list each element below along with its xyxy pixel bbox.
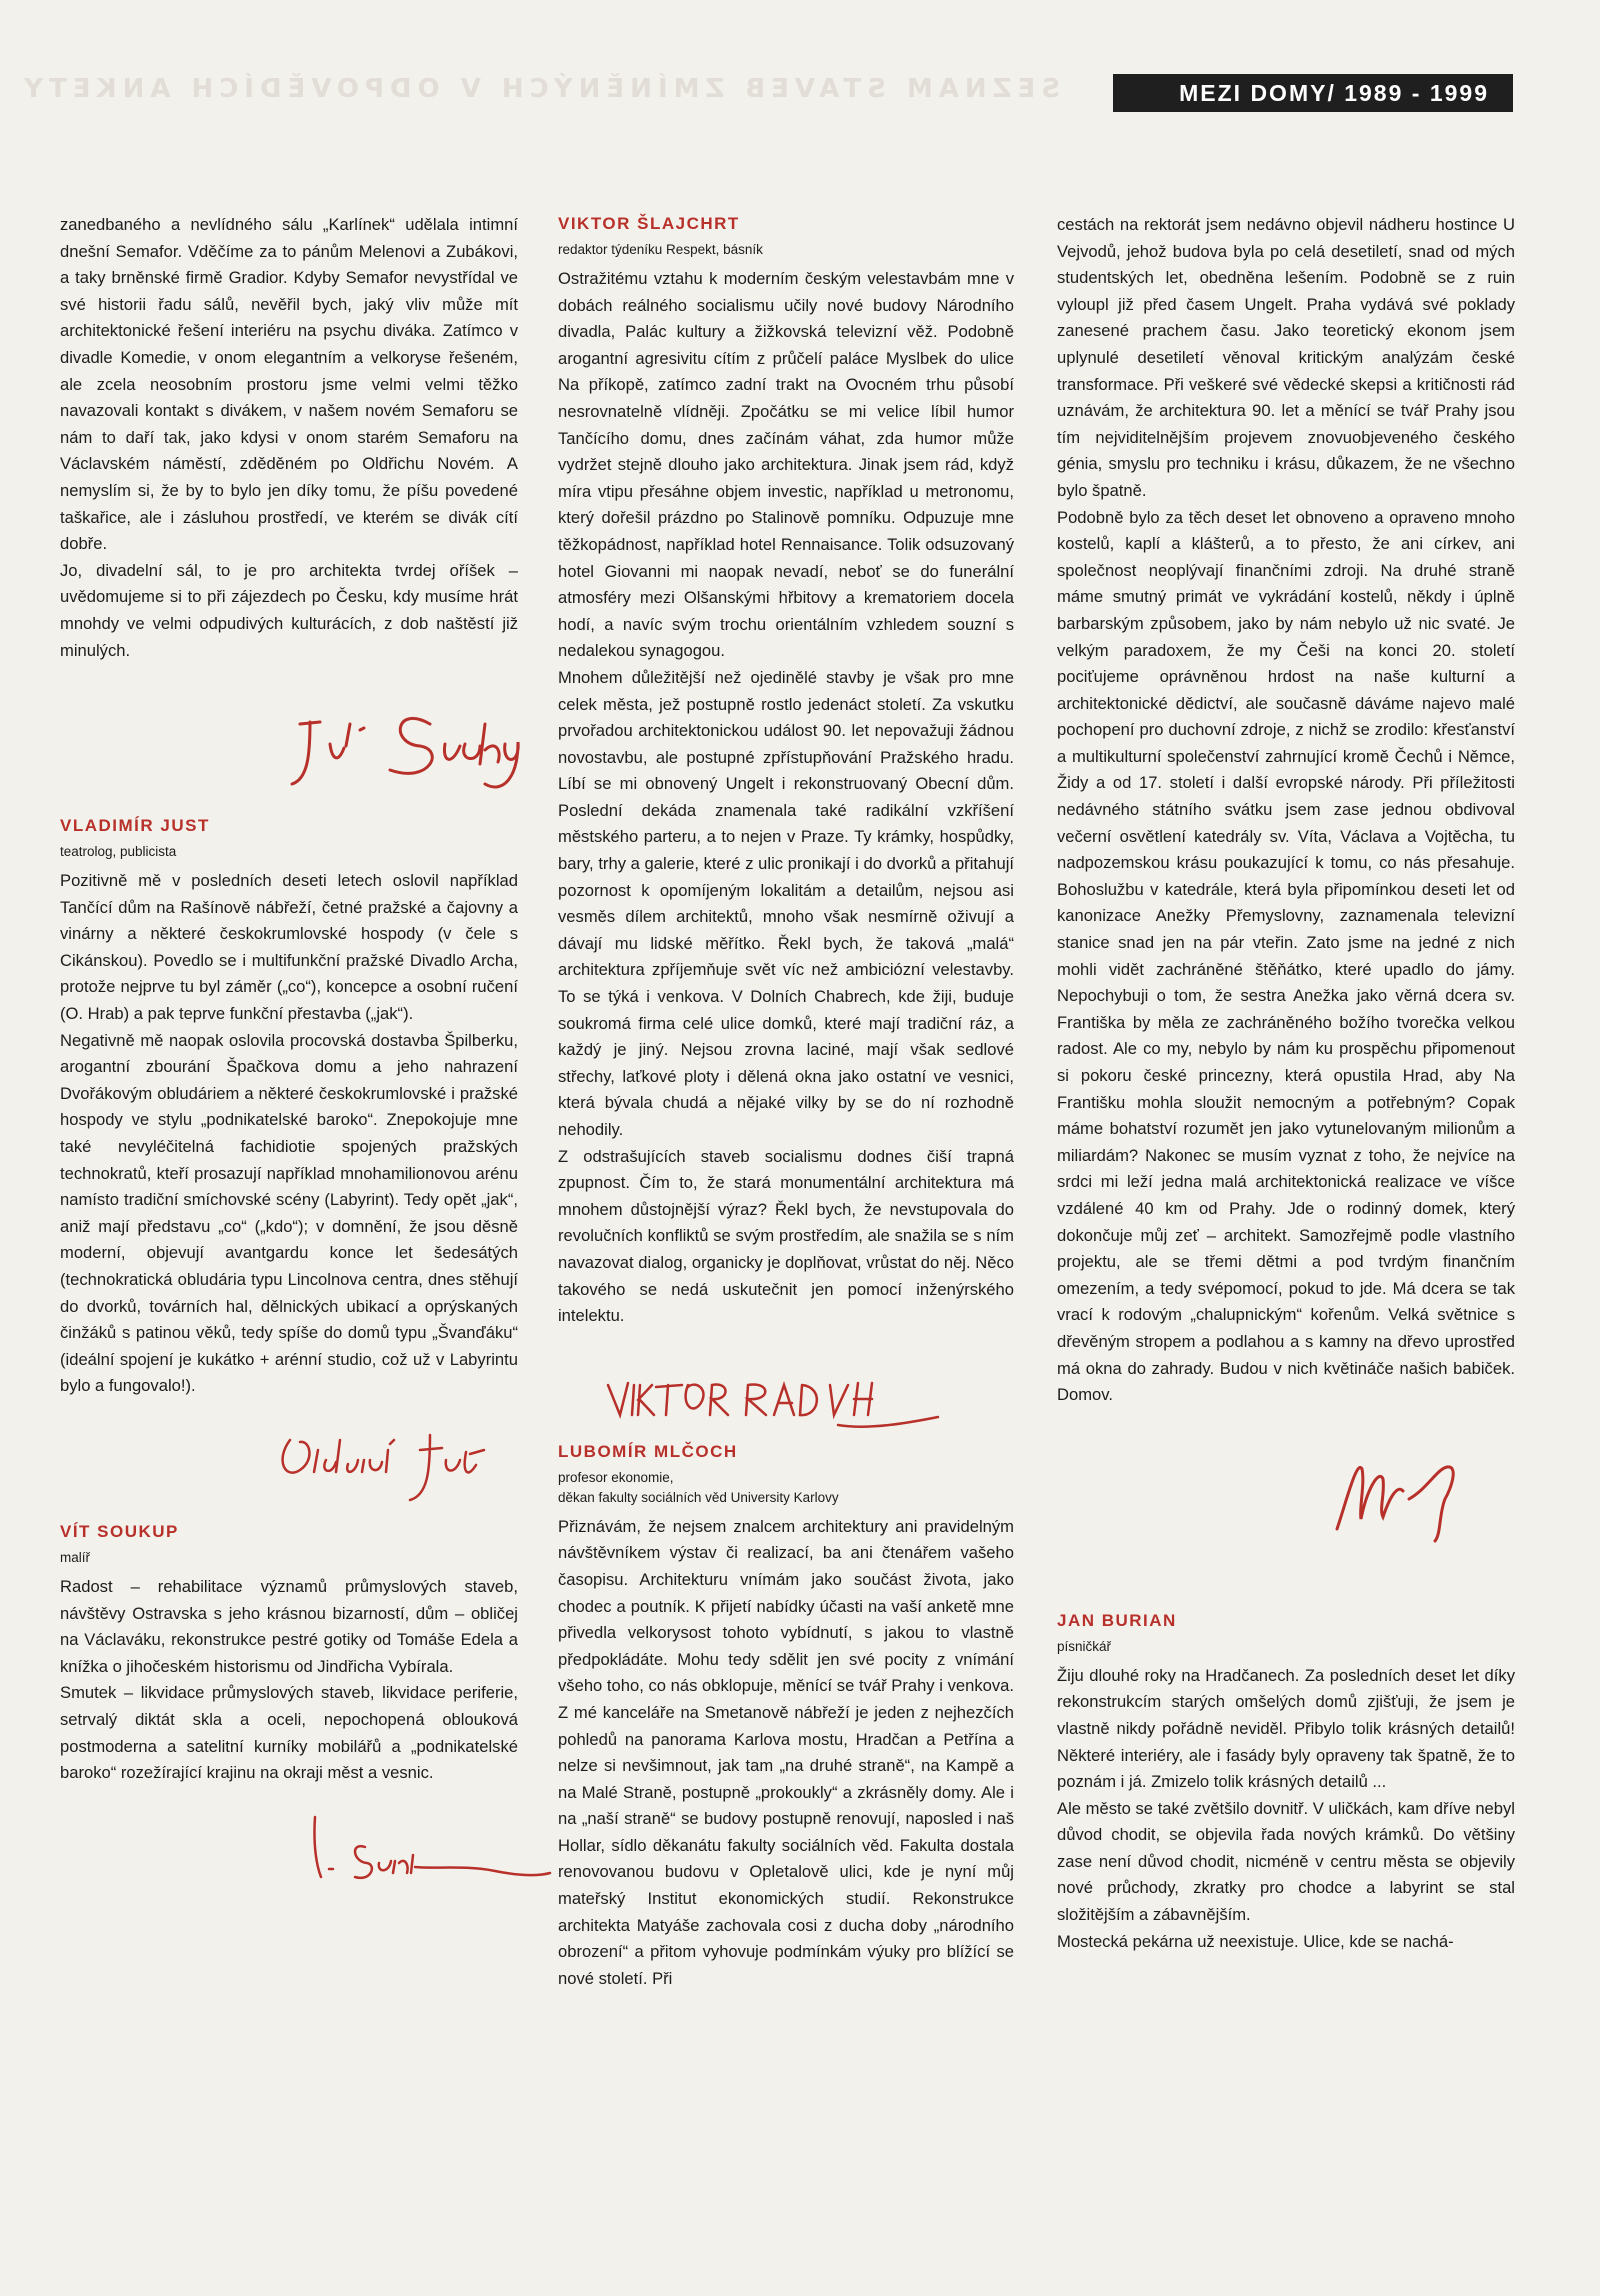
signature-vit-soukup xyxy=(60,1787,518,1897)
signature-viktor-slajchrt xyxy=(558,1330,1014,1440)
answer-paragraph-continued: Podobně bylo za těch deset let obnoveno a opraveno mnoho kostelů, kaplí a klášterů, a to přesto, že ani církev, ani společnost neoplývají finančními zdroji. Na druhé straně máme smutný primát ve vykrádání kostelů, někdy i úplně barbarským způsobem, jako by nám nebylo už nic svaté. Je velkým paradoxem, že my Češi na konci 20. století pociťujeme oprávněnou hrdost na naše kulturní a architektonické dědictví, ale současně dáváme najevo malé pochopení pro duchovní zdroje, z nichž se zrodilo: křesťanství a multikulturní společenství zahrnující kromě Čechů i Němce, Židy a od 17. století i další evropské národy. Při příležitosti nedávného státního svátku jsem zase jednou obdivoval večerní osvětlení katedrály sv. Víta, Václava a Vojtěcha, tu nadpozemskou krásu poukazující k tomu, co nás přesahuje. Bohoslužbu v katedrále, která byla připomínkou deseti let od kanonizace Anežky Přemyslovny, zaznamenala televizní stanice snad jen na pár vteřin. Zato jsme na jedné z nich mohli vidět zachráněné štěňátko, které upadlo do jámy. Nepochybuji o tom, že sestra Anežka jako věrná dcera sv. Františka by měla ze zachráněného božího tvorečka velkou radost. Ale co my, nebylo by nám ku prospěchu připomenout si pokoru české princezny, která opustila Hrad, aby Na Františku mohla sloužit nemocným a potřebným? Copak máme bohatství rozumět jen jako vytunelovaným milionům a miliardám? Nakonec se musím vyznat z toho, že nejvíce na srdci mi leží jedna malá architektonická realizace ve víšce vzdálené 40 km od Prahy. Jde o rodinný domek, který dokončuje můj zeť – architekt. Samozřejmě podle vlastního projektu, ale se třemi dětmi a pod tvrdým finančním omezením, a tedy svépomocí, pokud to jde. Má dcera se tak vrací k rodovým „chalupnickým“ kořenům. Velká světnice s dřevěným stropem a podlahou a s kamny na dřevo uprostřed má okna do zahrady. Budou v nich květináče našich babiček. Domov. xyxy=(1057,507,1515,1405)
author-role: malíř xyxy=(60,1549,90,1565)
signature-viktor-slajchrt-drawing xyxy=(598,1355,958,1445)
mirrored-show-through-title: SEZNAM STAVEB ZMÍNĚNÝCH V ODPOVĚDÍCH ANKETY xyxy=(18,74,1060,104)
signature-vit-soukup-drawing xyxy=(295,1807,555,1897)
signature-vladimir-just xyxy=(60,1400,518,1520)
author-name-lubomir-mlcoch: LUBOMÍR MLČOCH xyxy=(558,1441,738,1461)
semafor-paragraph: Jo, divadelní sál, to je pro architekta tvrdej oříšek – uvědomujeme si to při zájezdech po Česku, kdy musíme hrát mnohdy ve velmi odpudivých kulturácích, z dob naštěstí již minulých. xyxy=(60,560,518,660)
answer-paragraph: Ostražitému vztahu k moderním českým velestavbám mne v dobách reálného socialismu učily nové budovy Národního divadla, Palác kultury a žižkovská televizní věž. Podobně arogantní agresivitu cítím z průčelí paláce Myslbek do ulice Na příkopě, zatímco zadní trakt na Ovocném trhu působí nesrovnatelně vlídněji. Zpočátku se mi velice líbil humor Tančícího domu, dnes začínám váhat, zda humor může vydržet stejně dlouho jako architektura. Jinak jsem rád, když míra vtipu přesáhne objem investic, například u metronomu, který dořešil prázdno po Stalinově pomníku. Odpuzuje mne těžkopádnost, například hotel Rennaisance. Tolik odsuzovaný hotel Giovanni mi naopak nevadí, neboť se do funerální atmosféry mezi Olšanskými hřbitovy a krematoriem docela hodí, a navíc svým trochu orientálním vzhledem souzní s nedalekou synagogou. xyxy=(558,269,1014,661)
answer-paragraph-continued: cestách na rektorát jsem nedávno objevil nádheru hostince U Vejvodů, jehož budova byla po celá desetiletí, snad od mých studentských let, obedněna lešením. Podobně se z ruin vyloupl již před časem Ungelt. Praha vydává své poklady zanesené prachem času. Jako teoretický ekonom jsem uplynulé desetiletí věnoval kritickým analýzám české transformace. Při veškeré své vědecké skepsi a kritičnosti rád uznávám, že architektura 90. let a měnící se tvář Prahy jsou tím nejviditelnějším projevem znovuobjeveného českého génia, smyslu pro techniku i krásu, důkazem, že ne všechno bylo špatně. xyxy=(1057,215,1515,500)
signature-jiri-suchy-drawing xyxy=(280,684,520,804)
answer-paragraph: Mostecká pekárna už neexistuje. Ulice, kde se nachá- xyxy=(1057,1931,1454,1951)
semafor-paragraph: zanedbaného a nevlídného sálu „Karlínek“ udělala intimní dnešní Semafor. Vděčíme za to pánům Melenovi a Zubákovi, a taky brněnské firmě Gradior. Kdyby Semafor nevystřídal ve své historii řadu sálů, nevěřil bych, jaký vliv může mít architektonické řešení interiéru na psychu diváka. Zatímco v divadle Komedie, v onom elegantním a velkoryse řešeném, ale zcela neosobním prostoru jsme velmi velmi těžko navazovali kontakt s divákem, v našem novém Semaforu se nám to daří tak, jako kdysi v onom starém Semaforu na Václavském náměstí, zděděném po Oldřichu Novém. A nemyslím si, že by to bylo jen díky tomu, že píšu povedené taškařice, ale i zásluhou prostředí, ve kterém se divák cítí dobře. xyxy=(60,215,518,554)
author-role: děkan fakulty sociálních věd University Karlovy xyxy=(558,1489,839,1505)
author-name-viktor-slajchrt: VIKTOR ŠLAJCHRT xyxy=(558,214,740,233)
answer-paragraph: Ale město se také zvětšilo dovnitř. V uličkách, kam dříve nebyl důvod chodit, se objevila řada nových krámků. Do většiny zase není důvod chodit, nicméně v centru města se objevily nové průchody, zkratky pro chodce a labyrint se stal složitějším a zábavnějším. xyxy=(1057,1798,1515,1925)
running-header: MEZI DOMY/ 1989 - 1999 xyxy=(1113,74,1513,112)
signature-jiri-suchy xyxy=(60,664,518,814)
answer-paragraph: Radost – rehabilitace významů průmyslových staveb, návštěvy Ostravska s jeho krásnou bizarností, dům – obličej na Václaváku, rekonstrukce pestré gotiky od Tomáše Edela a knížka o jihočeském historismu od Jindřicha Vybírala. xyxy=(60,1576,518,1676)
answer-paragraph: Smutek – likvidace průmyslových staveb, likvidace periferie, setrvalý diktát skla a oceli, nepochopená oblouková postmoderna a satelitní kurníky mobilářů a „podnikatelské baroko“ rozežírající krajinu na okraji měst a vesnic. xyxy=(60,1683,518,1783)
column-2 xyxy=(558,212,1014,1992)
answer-paragraph: Přiznávám, že nejsem znalcem architektury ani pravidelným návštěvníkem výstav či realizací, ba ani čtenářem vašeho časopisu. Architekturu vnímám jako součást života, jako chodec a poutník. K přijetí nabídky účasti na vaší anketě mne přivedla velkorysost tohoto vybídnutí, s jakou to vlastně předpokládáte. Mohu tedy sdělit jen své pocity z vnímání všeho toho, co nás obklopuje, měnící se tvář Prahy i venkova. Z mé kanceláře na Smetanově nábřeží je jeden z nejhezčích pohledů na panorama Karlova mostu, Hradčan a Petřína a nelze si nevšimnout, jak tam „na druhé straně“, na Kampě a na Malé Straně, postupně „prokoukly“ a zkrásněly domy. Ale i na „naší straně“ se budovy postupně renovují, naposled i naš Hollar, sídlo děkanátu fakulty sociálních věd. Fakulta dostala renovovanou budovu v Opletalově ulici, kde je nyní můj mateřský Institut ekonomických studií. Rekonstrukce architekta Matyáše zachovala cosi z ducha doby „národního obrození“ a přitom vyhovuje podmínkám výuky pro blížící se nové století. Při xyxy=(558,1516,1014,1988)
answer-paragraph: Mnohem důležitější než ojedinělé stavby je však pro mne celek města, jež postupně rostlo jedenáct století. Za vskutku prvořadou architektonickou událost 90. let nepovažuji žádnou novostavbu, ale postupné zpřístupňování Pražského hradu. Líbí se mi obnovený Ungelt i rekonstruovaný Obecní dům. Poslední dekáda znamenala také radikální vzkříšení městského parteru, a to nejen v Praze. Ty krámky, hospůdky, bary, trhy a galerie, které z ulic pronikají i do dvorků a přitahují pozornost k opomíjeným lokalitám a detailům, nejsou asi vesměs dílem architektů, mnoho však nesmírně oživují a dávají mu lidské měřítko. Řekl bych, že taková „malá“ architektura zpříjemňuje svět víc než ambiciózní velestavby. To se týká i venkova. V Dolních Chabrech, kde žiji, buduje soukromá firma celé ulice domků, které mají tradiční ráz, a každý je jiný. Nejsou zrovna laciné, mají však sedlové střechy, laťkové ploty i dělená okna jako ostatní ve vesnici, která bývala chudá a nějaké vilky by se do ní rozhodně nehodily. xyxy=(558,667,1014,1139)
author-role: teatrolog, publicista xyxy=(60,844,177,860)
column-1 xyxy=(60,212,518,1897)
answer-paragraph: Pozitivně mě v posledních deseti letech oslovil například Tančící dům na Rašínově nábřeží, četné pražské a čajovny a vinárny a některé českokrumlovské hospody (v čele s Cikánskou). Povedlo se i multifunkční pražské Divadlo Archa, protože nejprve tu byl záměr („co“), koncepce a osobní ručení (O. Hrab) a pak teprve funkční přestavba („jak“). xyxy=(60,871,518,1024)
author-name-vladimir-just: VLADIMÍR JUST xyxy=(60,816,210,836)
author-name-vit-soukup: VÍT SOUKUP xyxy=(60,1521,179,1541)
answer-paragraph: Z odstrašujících staveb socialismu dodnes čiší trapná zpupnost. Čím to, že stará monumentální architektura má mnohem důstojnější výraz? Řekl bych, že nevstupovala do revolučních konfliktů se svým prostředím, ale snažila se s ním navazovat dialog, organicky je doplňovat, vrůstat do něj. Něco takového se nedá uskutečnit jen pomocí inženýrského intelektu. xyxy=(558,1146,1014,1326)
author-role: redaktor týdeníku Respekt, básník xyxy=(558,242,763,257)
answer-paragraph: Žiju dlouhé roky na Hradčanech. Za posledních deset let díky rekonstrukcím starých omšelých domů zjišťuji, že jsem je vlastně nikdy pořádně neviděl. Přibylo tolik krásných detailů! Některé interiéry, ale i fasády byly opraveny tak špatně, že to poznám i já. Zmizelo tolik krásných detailů ... xyxy=(1057,1665,1515,1792)
signature-lubomir-mlcoch xyxy=(1057,1409,1515,1609)
author-role: profesor ekonomie, xyxy=(558,1469,674,1485)
signature-vladimir-just-drawing xyxy=(270,1410,570,1510)
column-3 xyxy=(1057,212,1515,1955)
author-role: písničkář xyxy=(1057,1638,1112,1654)
signature-lubomir-mlcoch-drawing xyxy=(1317,1439,1517,1549)
answer-paragraph: Negativně mě naopak oslovila procovská dostavba Špilberku, arogantní zbourání Špačkova domu a jeho nahrazení Dvořákovým obludáriem a některé českokrumlovské i pražské hospody ve stylu „podnikatelské baroko“. Znepokojuje mne také nevyléčitelná fachidiotie spojených pražských technokratů, kteří prosazují například mnohamilionovou arénu namísto tradiční smíchovské scény (Labyrint). Tedy opět „jak“, aniž mají představu „co“ („kdo“); v domnění, že jsou děsně moderní, objevují avantgardu konce let šedesátých (technokratická obludária typu Lincolnova centra, dnes stěhují do dvorků, továrních hal, dělnických ubikací a oprýskaných činžáků s patinou věků, tedy spíše do domů typu „Švanďáku“ (ideální spojení je kukátko + arénní studio, což už v Labyrintu bylo a fungovalo!). xyxy=(60,1030,518,1396)
author-name-jan-burian: JAN BURIAN xyxy=(1057,1610,1177,1630)
